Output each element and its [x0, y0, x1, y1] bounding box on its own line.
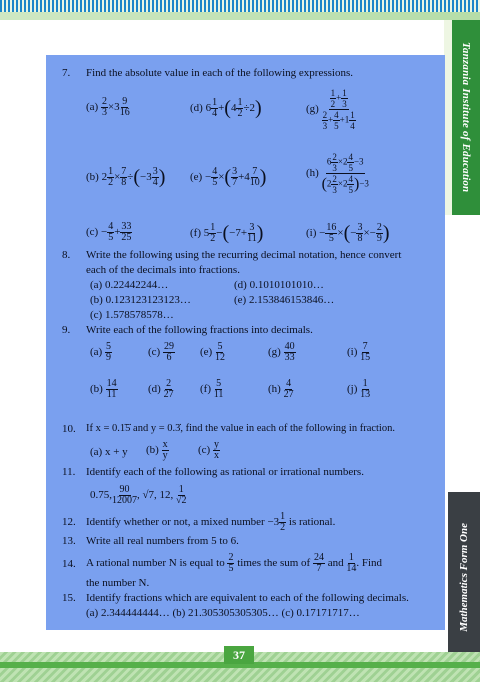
- q9-c: (c) $\frac{29}{6}$: [148, 341, 174, 363]
- q8-a: (a) 0.22442244…: [90, 279, 169, 291]
- q7-d: (d) 6 $\frac{1}{4}$ +(4 $\frac{1}{2}$ ÷2): [190, 97, 262, 119]
- q13-number: 13.: [62, 535, 76, 547]
- q7-g: (g) $\frac{1}{2}$ + $\frac{1}{3}$ $\frac{2}{3}$ + $\frac{4}{5}$ +1 $\frac{1}{4}$: [306, 88, 355, 131]
- q15-line1: Identify fractions which are equivalent to each of the following decimals.: [86, 592, 409, 604]
- q7-number: 7.: [62, 67, 71, 79]
- q7-i: (i) − $\frac{16}{5}$ ×(− $\frac{3}{8}$ ×− $\frac{2}{9}$ ): [306, 222, 390, 244]
- q10-b: (b) $\frac{x}{y}$: [146, 439, 168, 461]
- q11-list: 0.75, $\frac{90}{12007}$ , √7, 12, $\frac{1}{√2}$: [90, 484, 187, 506]
- q9-b: (b) $\frac{14}{11}$: [90, 378, 117, 400]
- q8-e: (e) 2.153846153846…: [234, 294, 335, 306]
- q9-h: (h) $\frac{4}{27}$: [268, 378, 294, 400]
- q9-a: (a) $\frac{5}{9}$: [90, 341, 111, 363]
- q7-f: (f) 5 $\frac{1}{2}$ −(−7+ $\frac{3}{11}$ ): [190, 222, 264, 244]
- top-band: [0, 12, 480, 20]
- q12-number: 12.: [62, 516, 76, 528]
- q7-e: (e) − $\frac{4}{5}$ ×( $\frac{3}{7}$ +4 $\frac{7}{10}$ ): [190, 166, 267, 188]
- q9-d: (d) $\frac{2}{27}$: [148, 378, 174, 400]
- q9-text: Write each of the following fractions into decimals.: [86, 324, 313, 336]
- q14-line1: A rational number N is equal to $\frac{2}{5}$ times the sum of $\frac{24}{7}$ and $\frac{1}{14}$ . Find: [86, 552, 383, 574]
- q7-text: Find the absolute value in each of the following expressions.: [86, 67, 353, 79]
- q12-text: Identify whether or not, a mixed number −3 $\frac{1}{2}$ is rational.: [86, 511, 336, 533]
- q7-a: (a) $\frac{2}{3}$ ×3 $\frac{9}{16}$: [86, 96, 130, 118]
- q13-text: Write all real numbers from 5 to 6.: [86, 535, 239, 547]
- q7-c: (c) − $\frac{4}{5}$ + $\frac{33}{25}$: [86, 221, 132, 243]
- q8-line1: Write the following using the recurring decimal notation, hence convert: [86, 249, 402, 261]
- q14-line2: the number N.: [86, 577, 150, 589]
- q9-i: (i) $\frac{7}{15}$: [347, 341, 371, 363]
- q15-line2: (a) 2.344444444… (b) 21.305305305305… (c) 0.17171717…: [86, 607, 360, 619]
- side-tab-bottom: Mathematics Form One: [448, 492, 480, 662]
- q8-number: 8.: [62, 249, 71, 261]
- side-tab-top-label: Tanzania Institute of Education: [460, 42, 472, 193]
- q11-number: 11.: [62, 466, 76, 478]
- q11-text: Identify each of the following as rational or irrational numbers.: [86, 466, 364, 478]
- q8-b: (b) 0.123123123123…: [90, 294, 191, 306]
- q9-number: 9.: [62, 324, 71, 336]
- q9-j: (j) $\frac{1}{13}$: [347, 378, 371, 400]
- q9-f: (f) $\frac{5}{11}$: [200, 378, 224, 400]
- q10-a: (a) x + y: [90, 446, 128, 458]
- q10-text: If x = 0.1̇5̇ and y = 0.3̇, find the value in each of the following in fraction.: [86, 423, 395, 434]
- q9-e: (e) $\frac{5}{12}$: [200, 341, 225, 363]
- page-number: 37: [224, 646, 254, 664]
- q10-number: 10.: [62, 423, 76, 435]
- q9-g: (g) $\frac{40}{33}$: [268, 341, 295, 363]
- top-stripe: [0, 0, 480, 12]
- q8-line2: each of the decimals into fractions.: [86, 264, 240, 276]
- q10-c: (c) $\frac{y}{x}$: [198, 439, 219, 461]
- q8-d: (d) 0.1010101010…: [234, 279, 324, 291]
- q8-c: (c) 1.578578578…: [90, 309, 174, 321]
- q14-number: 14.: [62, 558, 76, 570]
- q15-number: 15.: [62, 592, 76, 604]
- q7-h: (h) 6 $\frac{2}{3}$ ×2 $\frac{4}{5}$ −3 (2 $\frac{2}{3}$ ×2 $\frac{4}{5}$ )−3: [306, 152, 369, 195]
- q7-b: (b) 2 $\frac{1}{2}$ × $\frac{7}{8}$ ÷(−3 $\frac{3}{4}$ ): [86, 166, 166, 188]
